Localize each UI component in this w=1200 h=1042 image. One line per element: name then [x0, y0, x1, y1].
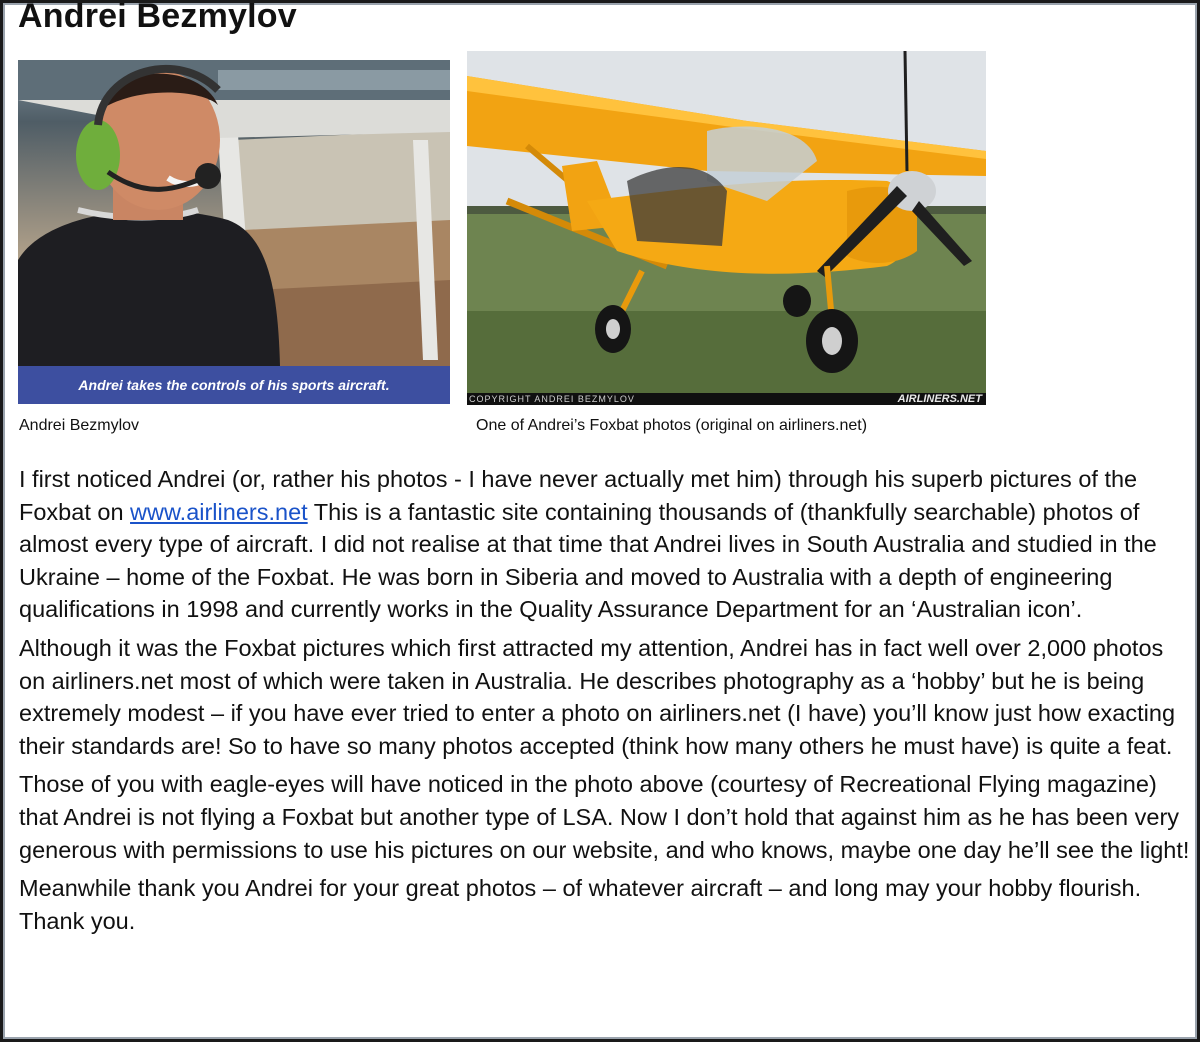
paragraph-2: Although it was the Foxbat pictures which first attracted my attention, Andrei has in fact well over 2,000 photos on airliners.net most of which were taken in Australia. He describes photography as a ‘hobby’ but he is being extremely modest – if you have ever tried to enter a photo on airliners.net (I have) you’ll know just how exacting their standards are! So to have so many photos accepted (think how many others he must have) is quite a feat.: [19, 634, 1176, 759]
foxbat-photo: [467, 51, 986, 405]
airliners-link[interactable]: www.airliners.net: [130, 498, 308, 525]
airliners-logo-text: AIRLINERS.NET: [897, 393, 982, 405]
pilot-photo: [18, 60, 450, 404]
foxbat-photo-watermark: [467, 393, 986, 405]
pilot-photo-overlay-caption: Andrei takes the controls of his sports aircraft.: [18, 366, 450, 404]
copyright-text: COPYRIGHT ANDREI BEZMYLOV: [469, 394, 635, 404]
paragraph-1: [19, 463, 1195, 626]
page-title: Andrei Bezmylov: [18, 0, 297, 35]
paragraph-1-intro: I first noticed Andrei (or, rather his photos - I have never actually met him) through his superb pictures of the Foxbat on: [19, 466, 1138, 525]
paragraph-4: Meanwhile thank you Andrei for your great photos – of whatever aircraft – and long may your hobby flourish. Thank you.: [19, 875, 1142, 934]
foxbat-photo-illustration: [467, 51, 986, 405]
article-body: [19, 463, 1195, 943]
paragraph-1-rest: This is a fantastic site containing thousands of (thankfully searchable) photos of almost every type of aircraft. I did not realise at that time that Andrei lives in South Australia and studied in the Ukraine – home of the Foxbat. He was born in Siberia and moved to Australia with a depth of engineering qualifications in 1998 and currently works in the Quality Assurance Department for an ‘Australian icon’.: [19, 498, 1157, 623]
pilot-photo-caption: Andrei Bezmylov: [19, 417, 140, 434]
pilot-photo-illustration: [18, 60, 450, 404]
paragraph-3: Those of you with eagle-eyes will have noticed in the photo above (courtesy of Recreational Flying magazine) that Andrei is not flying a Foxbat but another type of LSA. Now I don’t hold that against him as he has been very generous with permissions to use his pictures on our website, and who knows, maybe one day he’ll see the light!: [19, 771, 1190, 863]
foxbat-photo-caption: One of Andrei’s Foxbat photos (original on airliners.net): [476, 417, 868, 434]
